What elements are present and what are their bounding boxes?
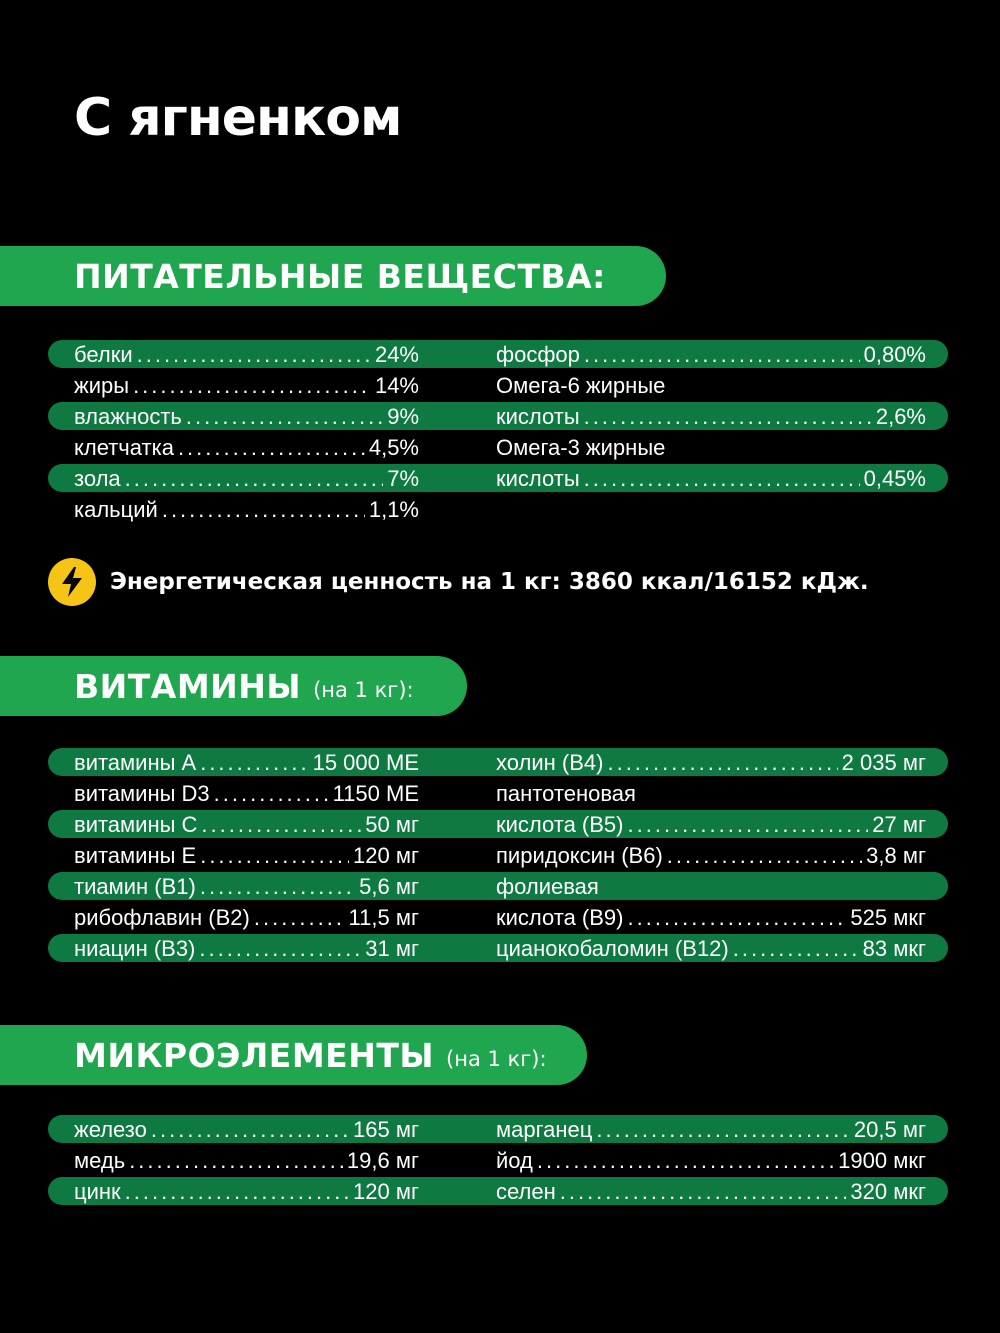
- nutrient-label: Омега-6 жирные: [496, 373, 666, 398]
- vitamin-row: [496, 747, 926, 778]
- microelement-row: [74, 1145, 419, 1176]
- microelement-value: 19,6 мг: [346, 1148, 419, 1173]
- nutrient-value: 24%: [374, 342, 419, 367]
- vitamins-heading: ВИТАМИНЫ: [74, 666, 302, 706]
- microelement-label: медь: [74, 1148, 126, 1173]
- vitamin-label: холин (В4): [496, 750, 604, 775]
- nutrient-value: 0,80%: [863, 342, 926, 367]
- nutrient-row: [74, 401, 419, 432]
- nutrient-label: жиры: [74, 373, 130, 398]
- energy-value-line: [48, 558, 869, 606]
- leader-dots: [628, 902, 847, 933]
- nutrient-label: кальций: [74, 497, 158, 522]
- nutrient-row: [496, 432, 926, 463]
- vitamin-row: [74, 871, 419, 902]
- nutrient-label: кислоты: [496, 466, 580, 491]
- vitamin-label: витамины А: [74, 750, 197, 775]
- nutrient-value: 9%: [387, 404, 419, 429]
- leader-dots: [584, 339, 860, 370]
- microelement-row: [496, 1114, 926, 1145]
- nutrient-label: влажность: [74, 404, 182, 429]
- vitamin-label: рибофлавин (В2): [74, 905, 250, 930]
- leader-dots: [667, 840, 862, 871]
- nutrient-value: 7%: [387, 466, 419, 491]
- vitamin-row: [74, 809, 419, 840]
- leader-dots: [254, 902, 345, 933]
- vitamin-row: [74, 840, 419, 871]
- microelement-row: [74, 1114, 419, 1145]
- leader-dots: [133, 370, 371, 401]
- microelement-label: йод: [496, 1148, 533, 1173]
- microelement-value: 20,5 мг: [853, 1117, 926, 1142]
- vitamin-label: витамины Е: [74, 843, 197, 868]
- vitamin-label: тиамин (В1): [74, 874, 196, 899]
- leader-dots: [129, 1145, 343, 1176]
- leader-dots: [200, 747, 308, 778]
- microelement-label: марганец: [496, 1117, 593, 1142]
- leader-dots: [151, 1114, 349, 1145]
- nutrient-row: [496, 463, 926, 494]
- vitamin-value: 31 мг: [365, 936, 419, 961]
- nutrient-row: [74, 494, 419, 525]
- vitamin-label: кислота (В9): [496, 905, 624, 930]
- vitamin-value: 83 мкг: [862, 936, 926, 961]
- nutrient-row: [74, 463, 419, 494]
- leader-dots: [201, 809, 361, 840]
- leader-dots: [200, 871, 355, 902]
- vitamins-note: (на 1 кг):: [313, 678, 414, 702]
- vitamin-label: витамины D3: [74, 781, 210, 806]
- leader-dots: [200, 840, 349, 871]
- vitamin-value: 11,5 мг: [348, 905, 419, 930]
- microelements-note: (на 1 кг):: [446, 1047, 547, 1071]
- nutrient-value: 4,5%: [368, 435, 419, 460]
- nutrients-banner: [0, 246, 666, 306]
- vitamin-row: [496, 902, 926, 933]
- leader-dots: [137, 339, 371, 370]
- microelement-value: 1900 мкг: [838, 1148, 926, 1173]
- vitamin-value: 525 мкг: [850, 905, 926, 930]
- vitamin-label: цианокобаломин (В12): [496, 936, 729, 961]
- vitamin-row: [496, 933, 926, 964]
- vitamin-row: [74, 902, 419, 933]
- vitamin-row: [74, 747, 419, 778]
- nutrient-label: зола: [74, 466, 121, 491]
- nutrient-row: [496, 370, 926, 401]
- vitamin-label: витамины С: [74, 812, 198, 837]
- nutrient-label: кислоты: [496, 404, 580, 429]
- vitamin-label: пиридоксин (В6): [496, 843, 663, 868]
- nutrient-value: 14%: [374, 373, 419, 398]
- nutrient-value: 1,1%: [368, 497, 419, 522]
- vitamin-row: [74, 933, 419, 964]
- leader-dots: [584, 401, 872, 432]
- leader-dots: [596, 1114, 850, 1145]
- vitamin-label: кислота (В5): [496, 812, 624, 837]
- leader-dots: [125, 463, 384, 494]
- microelement-label: железо: [74, 1117, 147, 1142]
- microelement-value: 165 мг: [353, 1117, 419, 1142]
- nutrient-row: [74, 339, 419, 370]
- vitamin-label: ниацин (В3): [74, 936, 196, 961]
- leader-dots: [162, 494, 365, 525]
- vitamin-value: 120 мг: [353, 843, 419, 868]
- lightning-icon: [48, 558, 96, 606]
- page-title: С ягненком: [74, 88, 402, 148]
- leader-dots: [733, 933, 859, 964]
- leader-dots: [560, 1176, 847, 1207]
- microelement-label: цинк: [74, 1179, 121, 1204]
- vitamin-row: [496, 840, 926, 871]
- vitamin-value: 15 000 МЕ: [312, 750, 419, 775]
- vitamin-value: 2 035 мг: [841, 750, 926, 775]
- leader-dots: [125, 1176, 349, 1207]
- leader-dots: [186, 401, 383, 432]
- microelement-value: 320 мкг: [850, 1179, 926, 1204]
- vitamin-value: 50 мг: [365, 812, 419, 837]
- leader-dots: [199, 933, 361, 964]
- leader-dots: [214, 778, 329, 809]
- nutrient-row: [74, 370, 419, 401]
- nutrient-value: 0,45%: [863, 466, 926, 491]
- vitamin-value: 3,8 мг: [866, 843, 926, 868]
- leader-dots: [628, 809, 869, 840]
- leader-dots: [178, 432, 365, 463]
- nutrient-label: Омега-3 жирные: [496, 435, 666, 460]
- microelement-value: 120 мг: [353, 1179, 419, 1204]
- microelement-row: [496, 1176, 926, 1207]
- vitamin-value: 1150 МЕ: [332, 781, 419, 806]
- leader-dots: [607, 747, 837, 778]
- leader-dots: [537, 1145, 834, 1176]
- vitamin-row: [74, 778, 419, 809]
- nutrient-label: клетчатка: [74, 435, 174, 460]
- microelement-label: селен: [496, 1179, 556, 1204]
- vitamin-label: фолиевая: [496, 874, 599, 899]
- vitamin-label: пантотеновая: [496, 781, 636, 806]
- energy-text: Энергетическая ценность на 1 кг: 3860 ккал/16152 кДж.: [110, 569, 869, 595]
- nutrient-label: белки: [74, 342, 133, 367]
- microelement-row: [74, 1176, 419, 1207]
- vitamin-row: [496, 871, 926, 902]
- nutrient-row: [74, 432, 419, 463]
- nutrients-heading: ПИТАТЕЛЬНЫЕ ВЕЩЕСТВА:: [74, 256, 606, 296]
- leader-dots: [584, 463, 860, 494]
- microelements-banner: [0, 1025, 587, 1085]
- vitamin-value: 5,6 мг: [359, 874, 419, 899]
- microelement-row: [496, 1145, 926, 1176]
- vitamin-row: [496, 778, 926, 809]
- nutrient-label: фосфор: [496, 342, 580, 367]
- microelements-heading: МИКРОЭЛЕМЕНТЫ: [74, 1035, 435, 1075]
- vitamin-row: [496, 809, 926, 840]
- nutrient-row: [496, 339, 926, 370]
- nutrient-row: [496, 401, 926, 432]
- nutrient-value: 2,6%: [875, 404, 926, 429]
- vitamin-value: 27 мг: [872, 812, 926, 837]
- vitamins-banner: [0, 656, 467, 716]
